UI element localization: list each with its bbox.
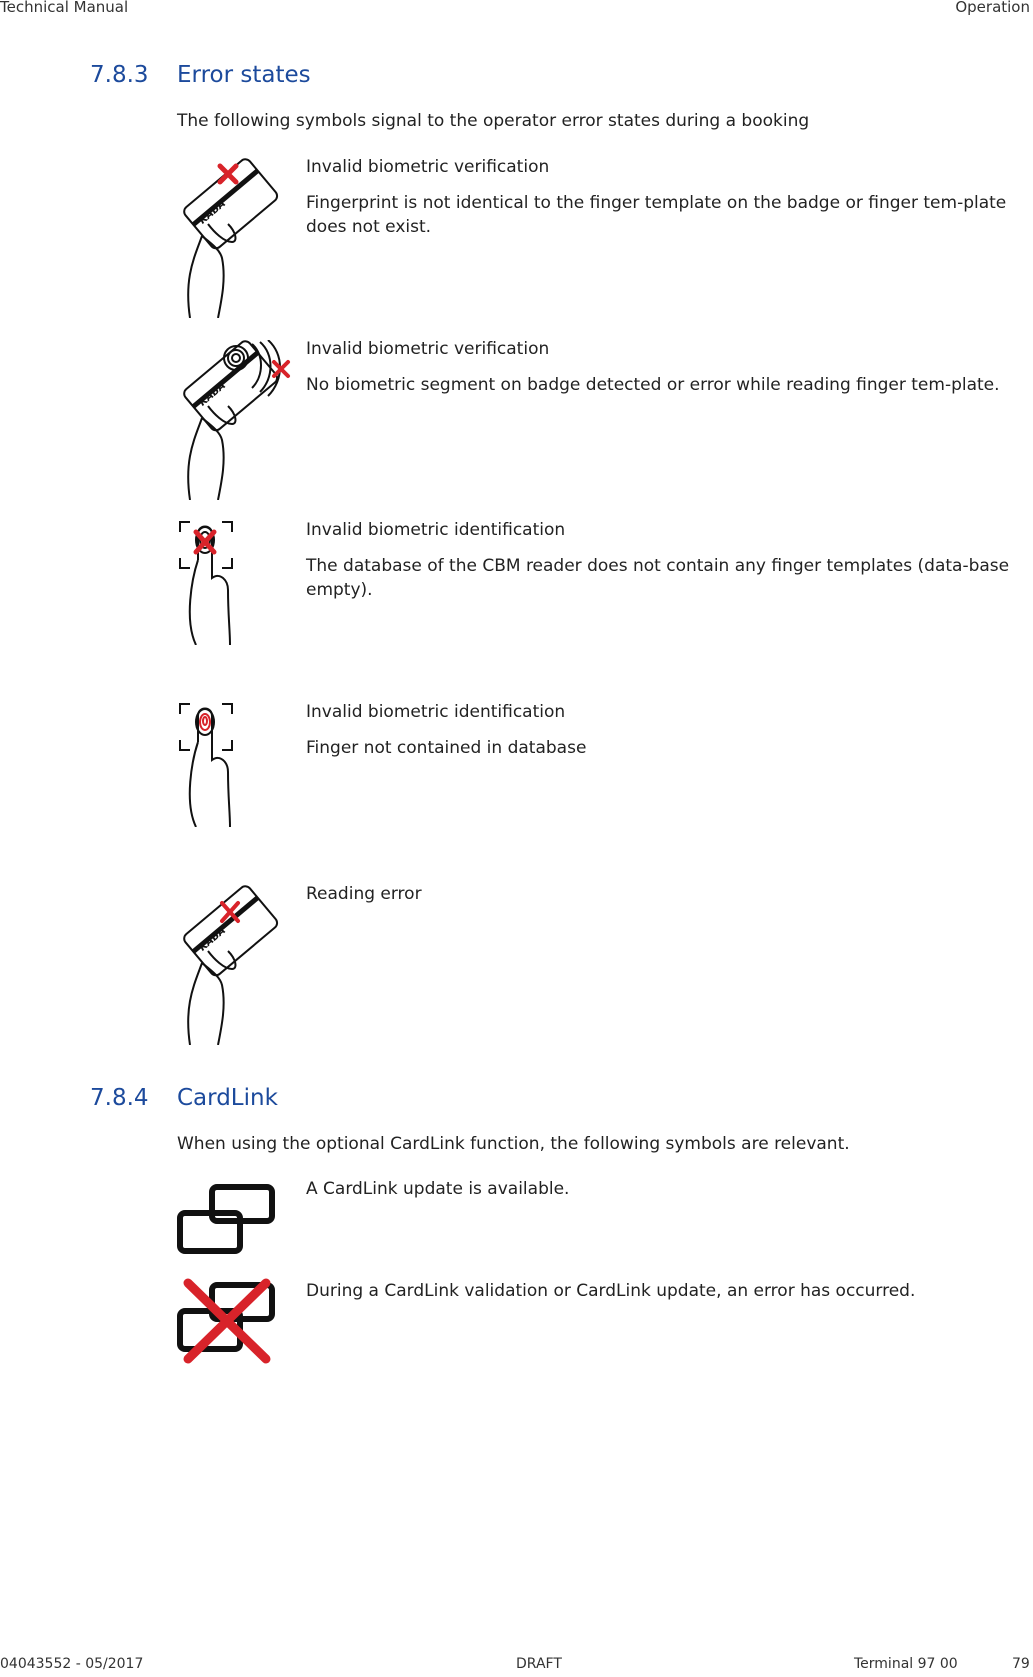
badge-brand-label: KABA xyxy=(197,198,229,227)
error-item xyxy=(306,155,1021,239)
error-item-title: Invalid biometric identification xyxy=(306,702,566,722)
error-item xyxy=(306,337,1021,397)
error-item xyxy=(306,882,1021,918)
footer-product: Terminal 97 00 xyxy=(854,1656,958,1672)
error-item-title: Invalid biometric identification xyxy=(306,520,566,540)
section-heading-error-states xyxy=(90,62,311,88)
badge-fingerprint-x-icon xyxy=(180,340,295,500)
error-item-desc: Fingerprint is not identical to the finger template on the badge or finger tem-plate does not exist. xyxy=(306,193,1007,237)
badge-brand-label: KABA xyxy=(197,380,229,409)
section-number: 7.8.3 xyxy=(90,62,149,88)
error-item-title: Invalid biometric verification xyxy=(306,157,550,177)
error-item xyxy=(306,700,1021,760)
error-item-desc: No biometric segment on badge detected or error while reading finger tem-plate. xyxy=(306,375,1000,395)
footer-status: DRAFT xyxy=(516,1656,562,1672)
footer-doc-number: 04043552 - 05/2017 xyxy=(0,1656,144,1672)
cardlink-icon xyxy=(176,1183,276,1257)
error-item-title: Reading error xyxy=(306,884,422,904)
badge-x-icon xyxy=(180,885,280,1045)
section-heading-cardlink xyxy=(90,1085,278,1111)
footer-page-number: 79 xyxy=(1012,1656,1030,1672)
error-item-desc: Finger not contained in database xyxy=(306,738,587,758)
section-number: 7.8.4 xyxy=(90,1085,149,1111)
badge-brand-label: KABA xyxy=(197,925,229,954)
error-item-desc: The database of the CBM reader does not contain any finger templates (data-base empty). xyxy=(306,556,1010,600)
section-title: Error states xyxy=(177,62,311,88)
error-item xyxy=(306,518,1021,602)
cardlink-error-icon xyxy=(176,1275,276,1365)
running-header-right: Operation xyxy=(955,0,1030,16)
cardlink-item-desc: A CardLink update is available. xyxy=(306,1179,570,1199)
finger-scan-red-icon xyxy=(178,702,248,827)
finger-scan-x-icon xyxy=(178,520,248,645)
section-title: CardLink xyxy=(177,1085,278,1111)
cardlink-item xyxy=(306,1279,1021,1303)
section-intro: The following symbols signal to the operator error states during a booking xyxy=(177,111,810,131)
cardlink-item-desc: During a CardLink validation or CardLink update, an error has occurred. xyxy=(306,1281,916,1301)
section-intro: When using the optional CardLink function, the following symbols are relevant. xyxy=(177,1134,850,1154)
running-header-left: Technical Manual xyxy=(0,0,129,16)
badge-hand-x-icon xyxy=(180,158,280,318)
error-item-title: Invalid biometric verification xyxy=(306,339,550,359)
cardlink-item xyxy=(306,1177,1021,1201)
